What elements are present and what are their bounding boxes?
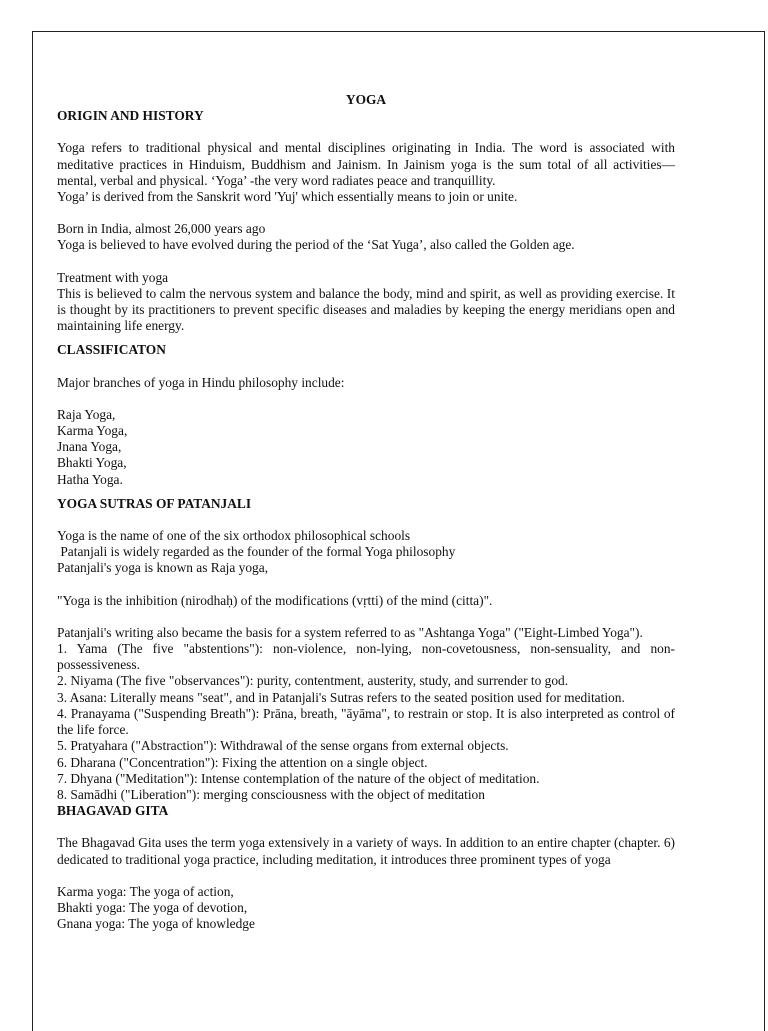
list-item: Karma Yoga,: [57, 423, 128, 439]
branches-list: [57, 407, 675, 488]
list-item: 3. Asana: Literally means "seat", and in Patanjali's Sutras refers to the seated position used for meditation.: [57, 689, 625, 705]
section-heading-sutras: YOGA SUTRAS OF PATANJALI: [57, 495, 252, 511]
paragraph-ashtanga: Patanjali's writing also became the basis for a system referred to as "Ashtanga Yoga" ("Eight-Limbed Yoga").: [57, 624, 643, 640]
limbs-list: [57, 641, 675, 803]
list-item: Gnana yoga: The yoga of knowledge: [57, 916, 255, 932]
document-page: [32, 31, 765, 1031]
text-born: Born in India, almost 26,000 years ago: [57, 221, 266, 237]
text-branches-intro: Major branches of yoga in Hindu philosophy include:: [57, 374, 345, 390]
paragraph-origin-etymology: Yoga’ is derived from the Sanskrit word 'Yuj' which essentially means to join or unite.: [57, 189, 518, 205]
text-sat-yuga: Yoga is believed to have evolved during the period of the ‘Sat Yuga’, also called the Golden age.: [57, 237, 575, 253]
text-quote: "Yoga is the inhibition (nirodhaḥ) of the modifications (vṛtti) of the mind (citta)".: [57, 592, 493, 608]
paragraph-origin: Yoga refers to traditional physical and mental disciplines originating in India. The word is associated with meditative practices in Hinduism, Buddhism and Jainism. In Jainism yoga is the sum total of all activities—mental, verbal and physical. ‘Yoga’ -the very word radiates peace and tranquillity.: [57, 140, 675, 188]
list-item: 2. Niyama (The five "observances"): purity, contentment, austerity, study, and surrender to god.: [57, 673, 569, 689]
list-item: 5. Pratyahara ("Abstraction"): Withdrawal of the sense organs from external objects.: [57, 738, 509, 754]
section-heading-gita: BHAGAVAD GITA: [57, 803, 169, 819]
list-item: 7. Dhyana ("Meditation"): Intense contemplation of the nature of the object of meditation.: [57, 770, 540, 786]
list-item: Jnana Yoga,: [57, 439, 122, 455]
list-item: Bhakti Yoga,: [57, 455, 127, 471]
list-item: 6. Dharana ("Concentration"): Fixing the attention on a single object.: [57, 754, 428, 770]
text-sutras-3: Patanjali's yoga is known as Raja yoga,: [57, 560, 269, 576]
text-treatment-label: Treatment with yoga: [57, 269, 169, 285]
text-sutras-1: Yoga is the name of one of the six orthodox philosophical schools: [57, 528, 411, 544]
document-body: [57, 92, 675, 932]
paragraph-gita: The Bhagavad Gita uses the term yoga extensively in a variety of ways. In addition to an entire chapter (chapter. 6) dedicated to traditional yoga practice, including meditation, it introduces three prominent types of yoga: [57, 835, 675, 867]
page-title: YOGA: [345, 92, 387, 107]
list-item: 1. Yama (The five "abstentions"): non-violence, non-lying, non-covetousness, non-sensuality, and non-possessiveness.: [57, 641, 675, 673]
section-heading-classification: CLASSIFICATON: [57, 342, 166, 358]
text-sutras-2: Patanjali is widely regarded as the founder of the formal Yoga philosophy: [57, 544, 456, 560]
list-item: 4. Pranayama ("Suspending Breath"): Prāna, breath, "āyāma", to restrain or stop. It is also interpreted as control of the life force.: [57, 705, 675, 738]
list-item: Raja Yoga,: [57, 406, 116, 422]
list-item: Karma yoga: The yoga of action,: [57, 883, 234, 899]
list-item: 8. Samādhi ("Liberation"): merging consciousness with the object of meditation: [57, 786, 485, 802]
list-item: Bhakti yoga: The yoga of devotion,: [57, 899, 248, 915]
types-list: [57, 884, 675, 933]
paragraph-treatment: This is believed to calm the nervous system and balance the body, mind and spirit, as well as providing exercise. It is thought by its practitioners to prevent specific diseases and maladies by keeping the energy meridians open and maintaining life energy.: [57, 285, 675, 334]
section-heading-origin: ORIGIN AND HISTORY: [57, 108, 204, 124]
list-item: Hatha Yoga.: [57, 471, 123, 487]
